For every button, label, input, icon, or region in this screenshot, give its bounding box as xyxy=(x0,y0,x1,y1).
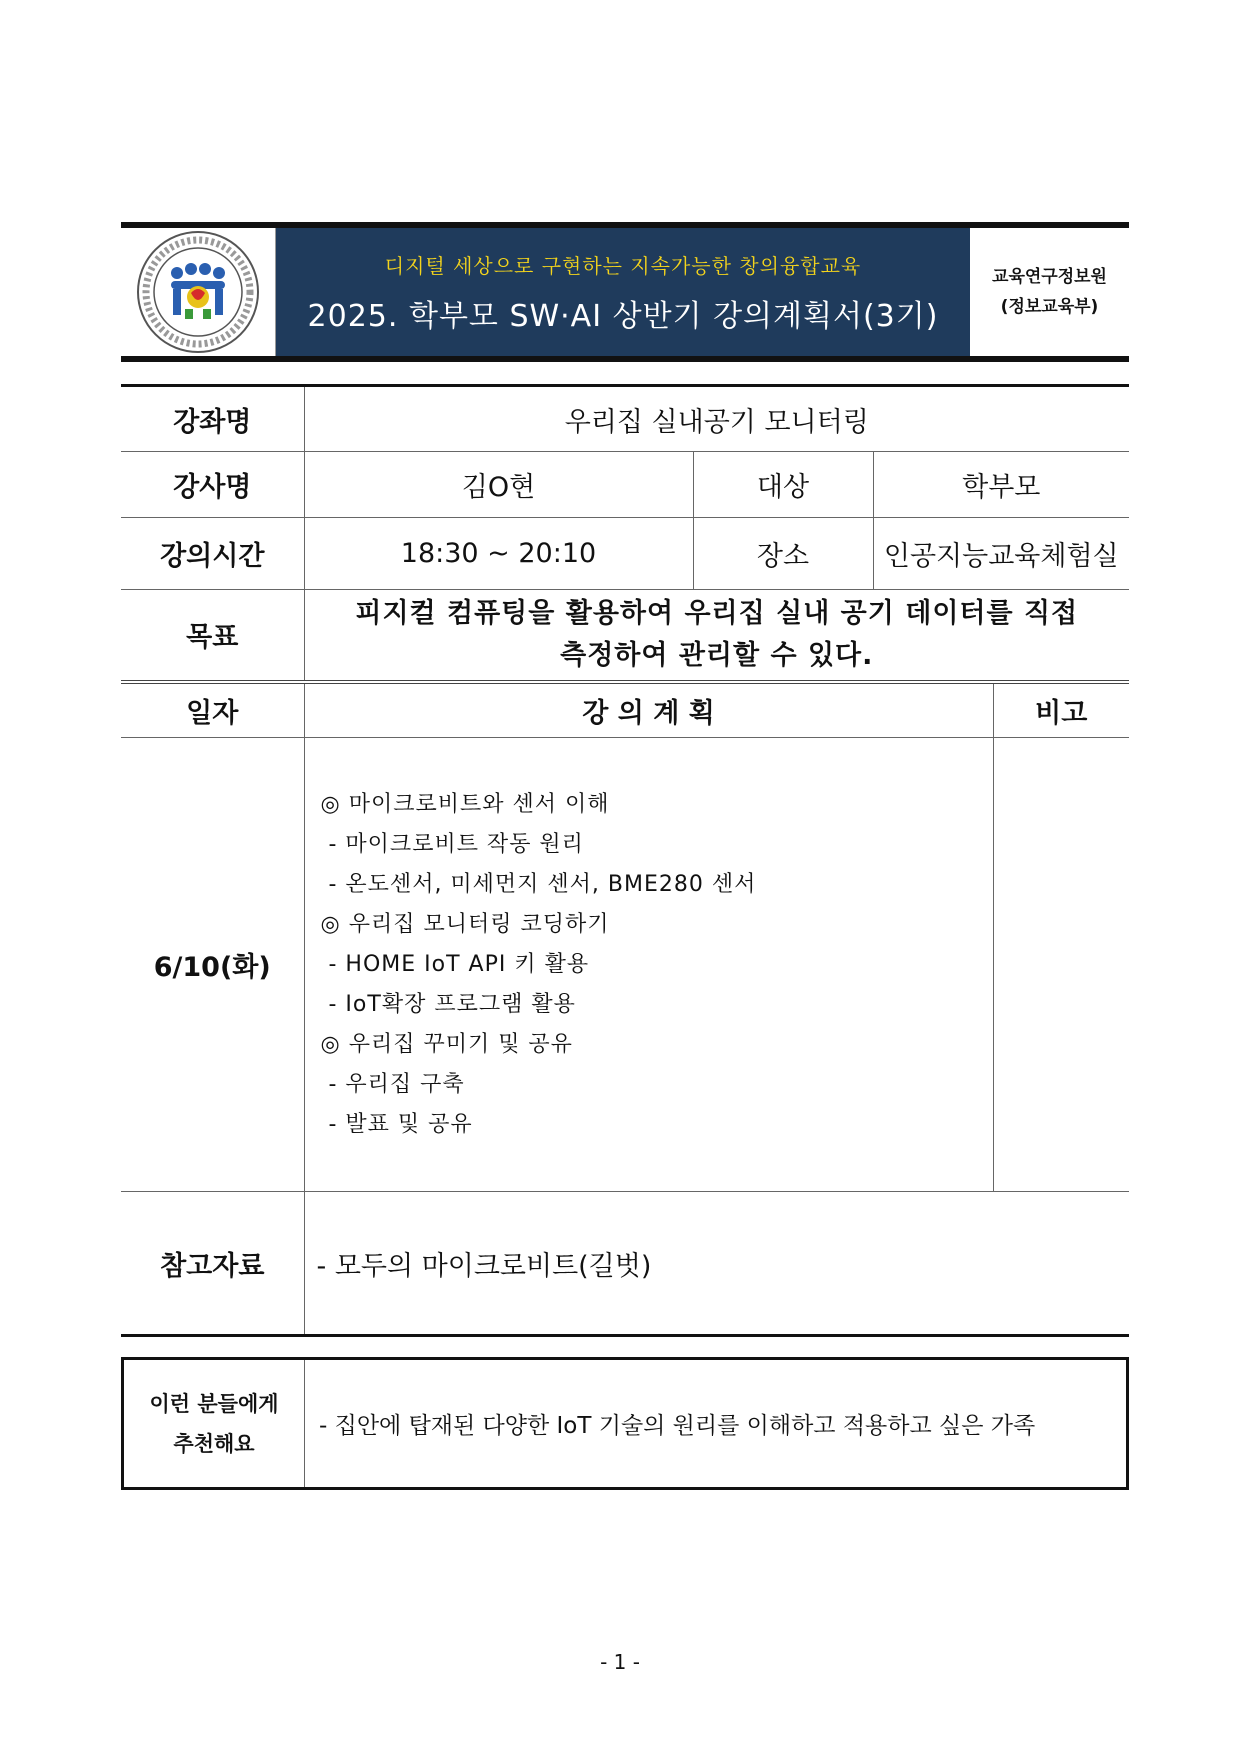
header-subtitle: 디지털 세상으로 구현하는 지속가능한 창의융합교육 xyxy=(384,253,862,278)
instructor-label: 강사명 xyxy=(121,452,304,518)
note-header: 비고 xyxy=(993,682,1129,738)
recommend-box xyxy=(121,1357,1129,1490)
title-cell xyxy=(276,228,970,356)
institute-seal-icon xyxy=(133,227,263,357)
org-cell xyxy=(970,228,1129,356)
logo-cell xyxy=(121,228,276,356)
plan-item: - 발표 및 공유 xyxy=(328,1111,473,1137)
plan-item: ◎ 우리집 모니터링 코딩하기 xyxy=(320,911,610,937)
lecture-date: 6/10(화) xyxy=(121,738,304,1192)
page-number: - 1 - xyxy=(600,1650,640,1674)
instructor-row xyxy=(121,452,1129,518)
place-label: 장소 xyxy=(693,518,873,590)
plan-item: - 우리집 구축 xyxy=(328,1071,465,1097)
plan-item: - HOME IoT API 키 활용 xyxy=(328,951,590,977)
time-value: 18:30 ~ 20:10 xyxy=(304,518,693,590)
header-title: 2025. 학부모 SW·AI 상반기 강의계획서(3기) xyxy=(307,298,939,334)
plan-list xyxy=(305,785,993,1145)
plan-header: 강 의 계 획 xyxy=(304,682,993,738)
note-cell xyxy=(993,738,1129,1192)
plan-item: - IoT확장 프로그램 활용 xyxy=(328,991,576,1017)
recommend-label-line-2: 추천해요 xyxy=(173,1431,255,1456)
org-department: (정보교육부) xyxy=(1000,297,1099,317)
date-header: 일자 xyxy=(121,682,304,738)
plan-item: ◎ 우리집 꾸미기 및 공유 xyxy=(320,1031,573,1057)
recommend-label-line-1: 이런 분들에게 xyxy=(149,1391,279,1416)
document-header xyxy=(121,222,1129,362)
goal-row xyxy=(121,590,1129,682)
course-name-label: 강좌명 xyxy=(121,386,304,452)
recommend-label xyxy=(124,1360,305,1487)
time-label: 강의시간 xyxy=(121,518,304,590)
instructor-name: 김O현 xyxy=(304,452,693,518)
place-value: 인공지능교육체험실 xyxy=(873,518,1129,590)
target-value: 학부모 xyxy=(873,452,1129,518)
goal-line-2: 측정하여 관리할 수 있다. xyxy=(560,639,874,671)
plan-item: - 마이크로비트 작동 원리 xyxy=(328,831,584,857)
course-name: 우리집 실내공기 모니터링 xyxy=(304,386,1129,452)
recommend-text: - 집안에 탑재된 다양한 IoT 기술의 원리를 이해하고 적용하고 싶은 가족 xyxy=(319,1413,1036,1439)
plan-header-row xyxy=(121,682,1129,738)
time-row xyxy=(121,518,1129,590)
plan-item: - 온도센서, 미세먼지 센서, BME280 센서 xyxy=(328,871,757,897)
plan-row xyxy=(121,738,1129,1192)
plan-cell xyxy=(304,738,993,1192)
goal-line-1: 피지컬 컴퓨팅을 활용하여 우리집 실내 공기 데이터를 직접 xyxy=(355,597,1079,629)
reference-label: 참고자료 xyxy=(121,1192,304,1336)
plan-item: ◎ 마이크로비트와 센서 이해 xyxy=(320,791,610,817)
course-name-row xyxy=(121,386,1129,452)
reference-text: - 모두의 마이크로비트(길벗) xyxy=(304,1192,1129,1336)
target-label: 대상 xyxy=(693,452,873,518)
goal-text xyxy=(304,590,1129,682)
course-table xyxy=(121,384,1129,1337)
reference-row xyxy=(121,1192,1129,1336)
goal-label: 목표 xyxy=(121,590,304,682)
org-name: 교육연구정보원 xyxy=(992,267,1107,287)
